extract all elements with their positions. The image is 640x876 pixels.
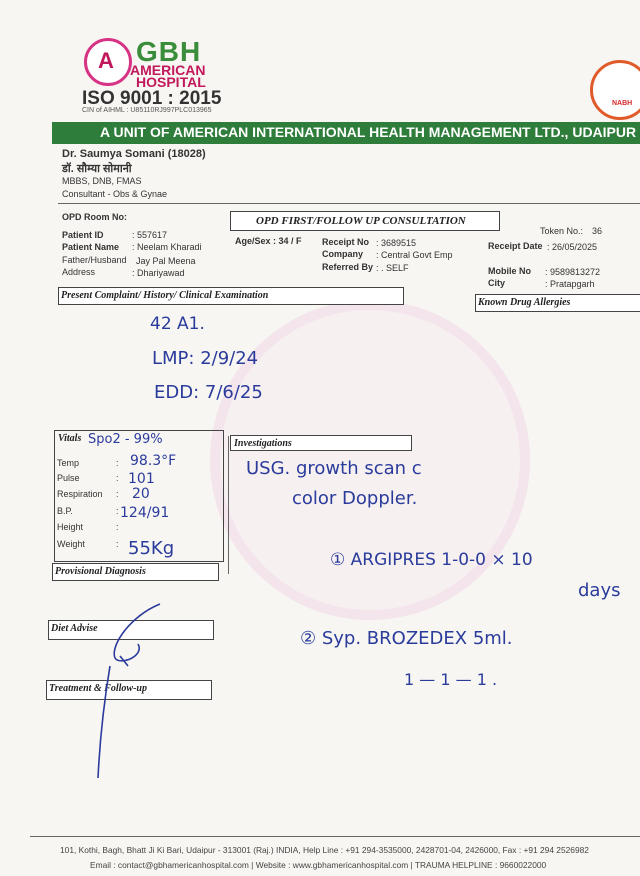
weight-value: 55Kg xyxy=(128,538,175,559)
doctor-signature xyxy=(90,596,190,786)
resp-colon: : xyxy=(116,489,119,499)
divider xyxy=(58,203,640,204)
hospital-name-american: AMERICAN xyxy=(130,62,206,78)
complaint-lmp: LMP: 2/9/24 xyxy=(152,348,259,369)
mobile-value: : 9589813272 xyxy=(545,267,601,277)
logo-letter: A xyxy=(98,48,114,73)
doctor-role: Consultant - Obs & Gynae xyxy=(62,189,168,199)
mobile-label: Mobile No xyxy=(488,266,531,276)
cin-number: CIN of AIHML : U85110RJ997PLC013965 xyxy=(82,107,212,114)
temp-value: 98.3°F xyxy=(130,453,177,469)
spo2-value: Spo2 - 99% xyxy=(88,432,163,447)
allergies-title: Known Drug Allergies xyxy=(478,297,571,308)
token-value: 36 xyxy=(592,226,603,236)
diet-title: Diet Advise xyxy=(51,623,98,634)
doctor-name: Dr. Saumya Somani (18028) xyxy=(62,148,206,160)
address-value: : Dhariyawad xyxy=(132,268,185,278)
doctor-degree: MBBS, DNB, FMAS xyxy=(62,176,142,186)
treatment-title: Treatment & Follow-up xyxy=(49,683,147,694)
resp-label: Respiration xyxy=(57,489,103,499)
height-colon: : xyxy=(116,522,119,532)
nabh-seal xyxy=(590,60,640,120)
weight-colon: : xyxy=(116,539,119,549)
city-value: : Pratapgarh xyxy=(545,279,595,289)
vitals-title: Vitals xyxy=(58,433,82,444)
hospital-name-gbh: GBH xyxy=(136,36,202,67)
rx-2: ② Syp. BROZEDEX 5ml. xyxy=(300,628,513,649)
resp-value: 20 xyxy=(132,486,150,502)
complaint-title: Present Complaint/ History/ Clinical Examination xyxy=(61,290,269,301)
rx-1-days: days xyxy=(578,580,621,601)
pulse-colon: : xyxy=(116,473,119,483)
nabh-label: NABH xyxy=(612,100,633,107)
patient-name: : Neelam Kharadi xyxy=(132,242,202,252)
rx-2-dosage: 1 — 1 — 1 . xyxy=(404,670,498,689)
company-value: : Central Govt Emp xyxy=(376,250,453,260)
receipt-no: : 3689515 xyxy=(376,238,417,248)
bp-value: 124/91 xyxy=(120,505,170,521)
pulse-label: Pulse xyxy=(57,473,80,483)
unit-banner-text: A UNIT OF AMERICAN INTERNATIONAL HEALTH MANAGEMENT LTD., UDAIPUR xyxy=(100,124,637,140)
city-label: City xyxy=(488,278,506,288)
patient-id-label: Patient ID xyxy=(62,230,104,240)
consultation-title: OPD FIRST/FOLLOW UP CONSULTATION xyxy=(256,215,466,227)
doctor-name-hindi: डॉ. सौम्या सोमानी xyxy=(62,163,132,175)
referred-label: Referred By xyxy=(322,262,374,272)
receipt-date-label: Receipt Date xyxy=(488,241,543,251)
age-sex: Age/Sex : 34 / F xyxy=(235,236,302,246)
receipt-no-label: Receipt No xyxy=(322,237,370,247)
bp-label: B.P. xyxy=(57,506,73,516)
rx-1: ① ARGIPRES 1-0-0 × 10 xyxy=(330,550,533,570)
opd-room-label: OPD Room No: xyxy=(62,212,127,222)
receipt-date: : 26/05/2025 xyxy=(547,242,598,252)
father-label: Father/Husband xyxy=(62,255,127,265)
investigations-title: Investigations xyxy=(234,438,292,449)
token-label: Token No.: xyxy=(540,226,584,236)
company-label: Company xyxy=(322,249,364,259)
weight-label: Weight xyxy=(57,539,85,549)
referred-value: : . SELF xyxy=(376,263,409,273)
provisional-title: Provisional Diagnosis xyxy=(55,566,146,577)
patient-id: : 557617 xyxy=(132,230,168,240)
father-value: Jay Pal Meena xyxy=(136,256,196,266)
bp-colon: : xyxy=(116,506,119,516)
footer-address: 101, Kothi, Bagh, Bhatt Ji Ki Bari, Udaipur - 313001 (Raj.) INDIA, Help Line : +91 294-3535000, 2428701-04, 2426000, Fax : +91 294 2526982 xyxy=(60,845,589,855)
patient-name-label: Patient Name xyxy=(62,242,120,252)
iso-certification: ISO 9001 : 2015 xyxy=(82,88,222,109)
temp-label: Temp xyxy=(57,458,80,468)
complaint-edd: EDD: 7/6/25 xyxy=(154,382,263,403)
address-label: Address xyxy=(62,267,96,277)
pulse-value: 101 xyxy=(128,471,155,487)
complaint-line-1: 42 A1. xyxy=(150,314,205,334)
height-label: Height xyxy=(57,522,84,532)
column-divider xyxy=(228,436,229,574)
footer-divider xyxy=(30,836,640,837)
footer-contact: Email : contact@gbhamericanhospital.com | Website : www.gbhamericanhospital.com | TRAUMA HELPLINE : 9660022000 xyxy=(90,860,547,870)
temp-colon: : xyxy=(116,458,119,468)
hospital-name-hospital: HOSPITAL xyxy=(136,74,206,90)
investigation-line-2: color Doppler. xyxy=(292,488,418,509)
investigation-line-1: USG. growth scan c xyxy=(246,458,422,479)
